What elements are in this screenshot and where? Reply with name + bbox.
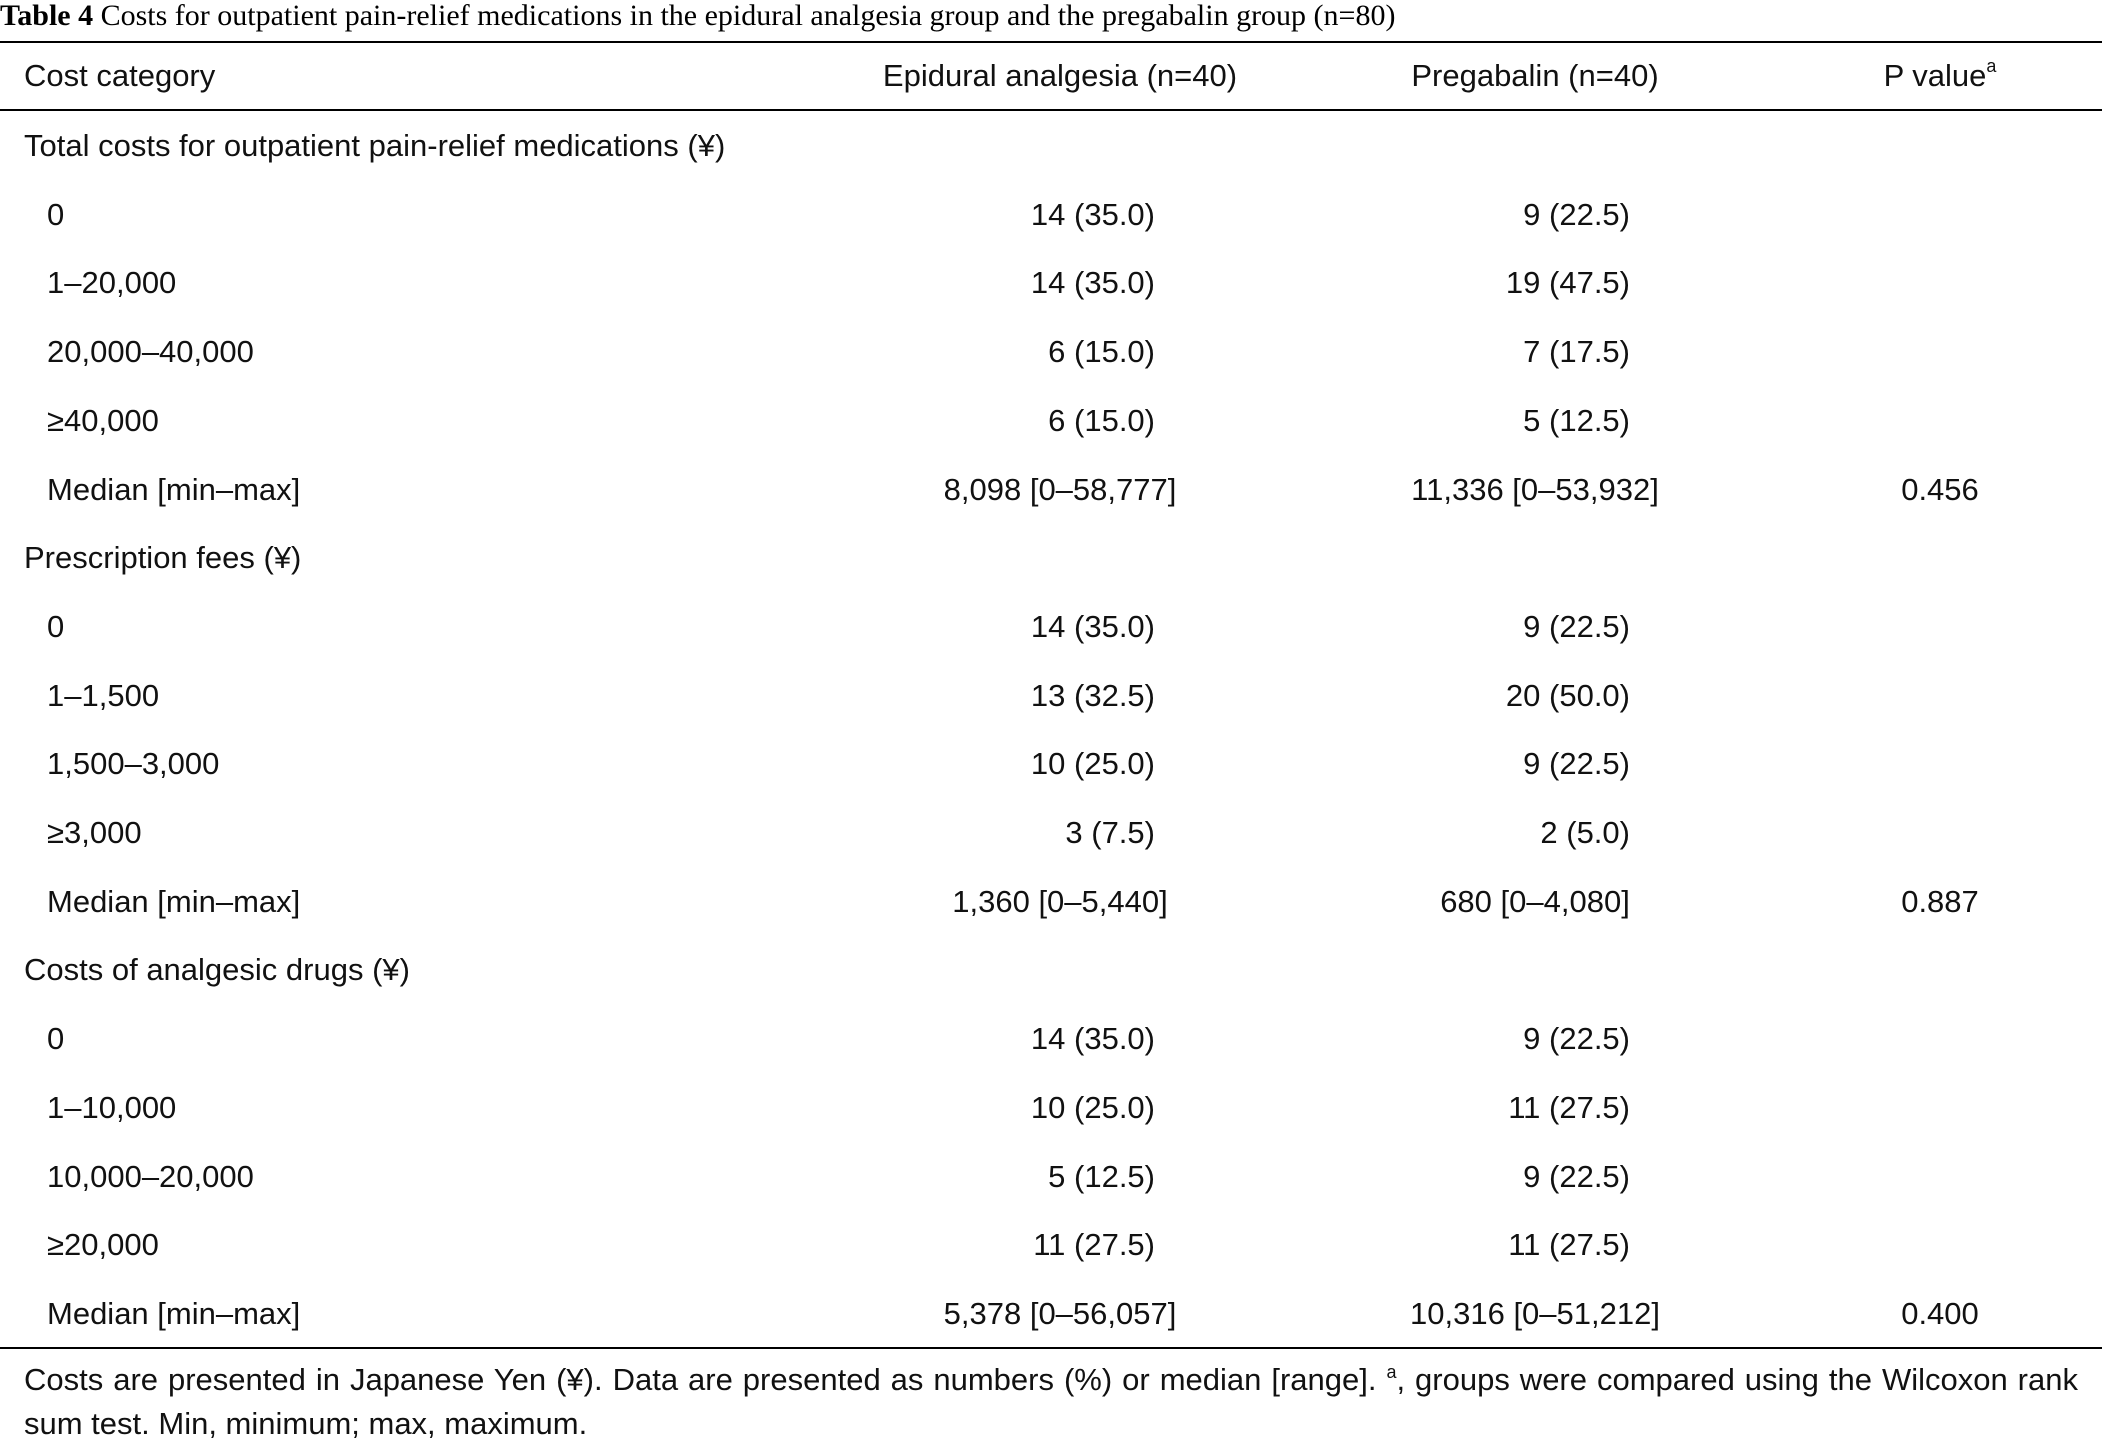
epidural-value-cell [820,661,1300,730]
p-value: 0.400 [1901,1295,1979,1331]
pregabalin-value-cell [1295,592,1775,661]
row-label: ≥20,000 [47,1227,159,1263]
pregabalin-value: 680 [0–4,080] [1440,883,1630,919]
epidural-value: 14 (35.0) [1030,1021,1155,1057]
pregabalin-value: 19 (47.5) [1505,265,1630,301]
pregabalin-value: 9 (22.5) [1523,1158,1630,1194]
row-label: 0 [47,1021,65,1057]
epidural-value-cell [820,1142,1300,1211]
section-row [0,935,2102,1004]
pregabalin-value: 9 (22.5) [1523,1021,1630,1057]
bottom-rule [0,1347,2102,1349]
p-value: 0.456 [1901,471,1979,507]
epidural-value-cell [820,248,1300,317]
row-label: 1–20,000 [47,265,177,301]
table-row [0,867,2102,936]
epidural-value-cell [820,729,1300,798]
table-header [0,43,2102,109]
pregabalin-value-cell [1295,1004,1775,1073]
row-label: 1–10,000 [47,1089,177,1125]
epidural-value: 5,378 [0–56,057] [943,1295,1177,1331]
pregabalin-value: 10,316 [0–51,212] [1410,1295,1660,1331]
epidural-value-cell [820,317,1300,386]
pregabalin-value-cell [1295,1142,1775,1211]
epidural-value: 14 (35.0) [1030,196,1155,232]
table-row [0,386,2102,455]
pregabalin-value: 9 (22.5) [1523,196,1630,232]
table-row [0,1142,2102,1211]
pregabalin-value: 11 (27.5) [1508,1089,1630,1125]
table-row [0,1073,2102,1142]
epidural-value: 14 (35.0) [1030,608,1155,644]
pregabalin-value: 7 (17.5) [1523,334,1630,370]
epidural-value: 3 (7.5) [1065,815,1155,850]
pregabalin-value-cell [1295,1279,1775,1348]
pregabalin-value-cell [1295,798,1775,867]
epidural-value: 14 (35.0) [1030,265,1155,301]
row-label: 1–1,500 [47,677,160,713]
pregabalin-value: 9 (22.5) [1523,608,1630,644]
epidural-value-cell [820,180,1300,249]
row-label: 20,000–40,000 [47,334,254,370]
pregabalin-value-cell [1295,867,1775,936]
epidural-value-cell [820,455,1300,524]
epidural-value-cell [820,1073,1300,1142]
pregabalin-value-cell [1295,317,1775,386]
pregabalin-value: 5 (12.5) [1523,402,1630,438]
row-label: 10,000–20,000 [47,1158,254,1194]
table-label: Table 4 [0,0,94,32]
table-row [0,729,2102,798]
footnote-superscript: a [1386,1362,1397,1382]
epidural-value-cell [820,1279,1300,1348]
table-row [0,455,2102,524]
header-epidural: Epidural analgesia (n=40) [882,58,1238,93]
pregabalin-value-cell [1295,180,1775,249]
row-label: 0 [47,196,65,232]
table-row [0,180,2102,249]
epidural-value: 6 (15.0) [1048,402,1155,438]
header-p-value-superscript: a [1986,56,1997,76]
table-caption [0,0,2102,40]
row-label: Median [min–max] [47,883,301,919]
section-label: Costs of analgesic drugs (¥) [24,952,410,988]
row-label: ≥40,000 [47,402,159,438]
epidural-value: 5 (12.5) [1048,1158,1155,1194]
pregabalin-value-cell [1295,386,1775,455]
row-label: 1,500–3,000 [47,746,220,782]
pregabalin-value: 11 (27.5) [1508,1227,1630,1263]
epidural-value-cell [820,386,1300,455]
epidural-value-cell [820,592,1300,661]
row-label: Median [min–max] [47,1295,301,1331]
row-label: Median [min–max] [47,471,301,507]
pregabalin-value-cell [1295,1073,1775,1142]
footnote-text-1: Costs are presented in Japanese Yen (¥). Data are presented as numbers (%) or median [range]. [24,1362,1387,1397]
epidural-value: 13 (32.5) [1030,677,1155,713]
epidural-value: 10 (25.0) [1030,746,1155,782]
row-label: ≥3,000 [47,815,142,850]
epidural-value: 1,360 [0–5,440] [952,883,1168,919]
pregabalin-value: 9 (22.5) [1523,746,1630,782]
pregabalin-value-cell [1295,455,1775,524]
header-cost-category: Cost category [24,58,216,93]
table-row [0,248,2102,317]
row-label: 0 [47,608,65,644]
table-row [0,1279,2102,1348]
epidural-value-cell [820,1004,1300,1073]
section-row [0,523,2102,592]
table-footnote [24,1358,2078,1446]
table-title: Costs for outpatient pain-relief medications in the epidural analgesia group and the pregabalin group (n=80) [93,0,1396,32]
section-row [0,111,2102,180]
table-row [0,592,2102,661]
header-p-value-label: P value [1883,58,1987,93]
pregabalin-value-cell [1295,248,1775,317]
pregabalin-value-cell [1295,1210,1775,1279]
section-label: Prescription fees (¥) [24,540,302,576]
epidural-value: 8,098 [0–58,777] [943,471,1177,507]
pregabalin-value: 20 (50.0) [1505,677,1630,713]
header-p-value [1780,43,2100,109]
table-row [0,1210,2102,1279]
epidural-value-cell [820,867,1300,936]
table-row [0,1004,2102,1073]
table-row [0,798,2102,867]
pregabalin-value: 11,336 [0–53,932] [1411,471,1659,507]
epidural-value-cell [820,798,1300,867]
epidural-value: 11 (27.5) [1033,1227,1155,1263]
pregabalin-value-cell [1295,729,1775,798]
pregabalin-value-cell [1295,661,1775,730]
epidural-value: 10 (25.0) [1030,1089,1155,1125]
table-row [0,661,2102,730]
pregabalin-value: 2 (5.0) [1540,815,1630,850]
footnote-text-2: , groups were compared using the Wilcoxon rank sum test. Min, minimum; max, maximum. [24,1362,2078,1441]
section-label: Total costs for outpatient pain-relief medications (¥) [24,128,726,163]
header-pregabalin: Pregabalin (n=40) [1411,58,1659,93]
table-row [0,317,2102,386]
epidural-value: 6 (15.0) [1048,334,1155,370]
p-value: 0.887 [1901,883,1979,919]
epidural-value-cell [820,1210,1300,1279]
